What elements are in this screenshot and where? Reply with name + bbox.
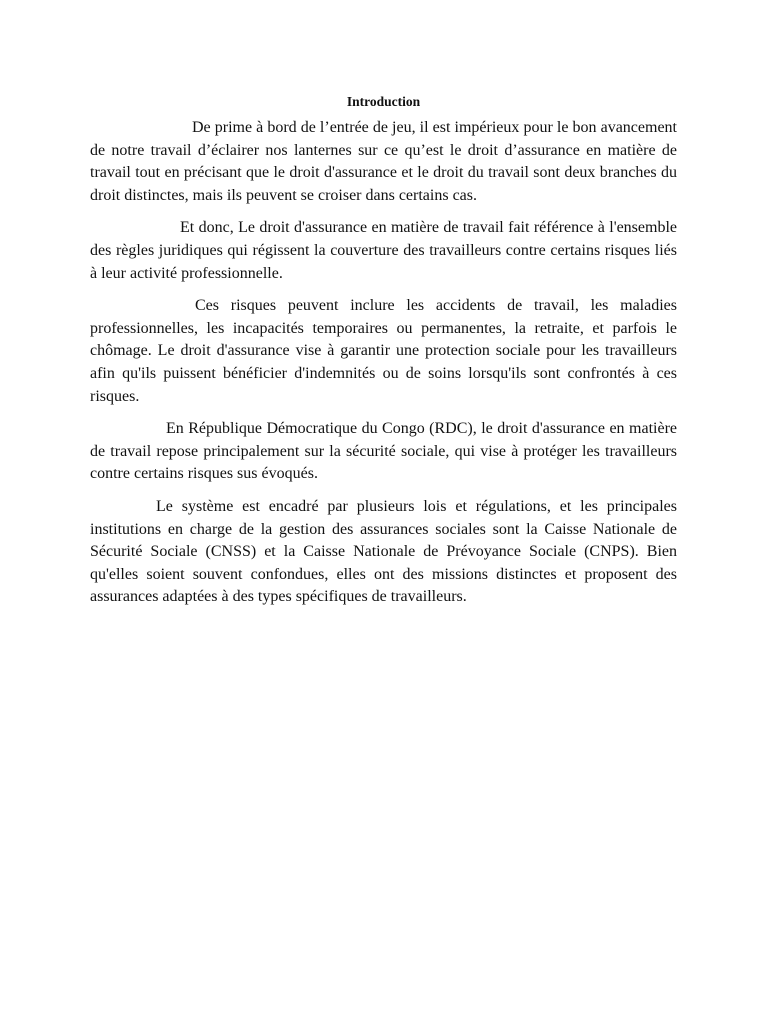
document-title: Introduction xyxy=(346,94,421,109)
document-body xyxy=(90,92,677,619)
paragraph-4: En République Démocratique du Congo (RDC), le droit d'assurance en matière de travail repose principalement sur la sécurité sociale, qui vise à protéger les travailleurs contre certains risques sus évoqués. xyxy=(90,420,677,483)
paragraph-5: Le système est encadré par plusieurs lois et régulations, et les principales institutions en charge de la gestion des assurances sociales sont la Caisse Nationale de Sécurité Sociale (CNSS) et la Caisse Nationale de Prévoyance Sociale (CNPS). Bien qu'elles soient souvent confondues, elles ont des missions distinctes et proposent des assurances adaptées à des types spécifiques de travailleurs. xyxy=(90,497,677,606)
paragraph-1: De prime à bord de l’entrée de jeu, il est impérieux pour le bon avancement de notre travail d’éclairer nos lanternes sur ce qu’est le droit d’assurance en matière de travail tout en précisant que le droit d'assurance et le droit du travail sont deux branches du droit distinctes, mais ils peuvent se croiser dans certains cas. xyxy=(90,119,677,204)
paragraph-3: Ces risques peuvent inclure les accidents de travail, les maladies professionnelles, les incapacités temporaires ou permanentes, la retraite, et parfois le chômage. Le droit d'assurance vise à garantir une protection sociale pour les travailleurs afin qu'ils puissent bénéficier d'indemnités ou de soins lorsqu'ils sont confrontés à ces risques. xyxy=(90,297,677,405)
paragraph-2: Et donc, Le droit d'assurance en matière de travail fait référence à l'ensemble des règles juridiques qui régissent la couverture des travailleurs contre certains risques liés à leur activité professionnelle. xyxy=(90,219,677,282)
